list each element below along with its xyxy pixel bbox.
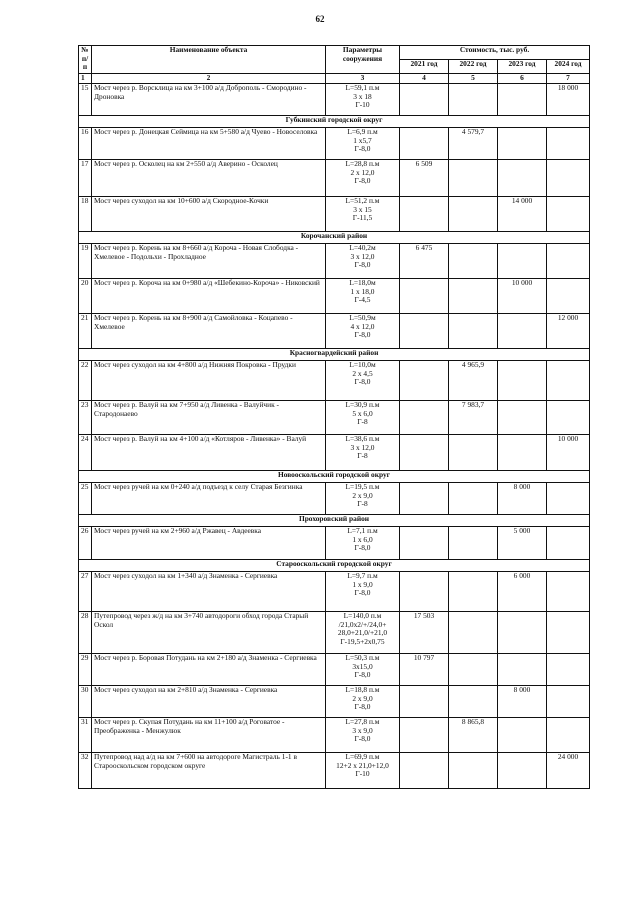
object-name: Мост через р. Скупая Потудань на км 11+100 а/д Роговатое - Преображенка - Менжулюк [92, 718, 326, 753]
cost-2022 [449, 753, 498, 789]
param-line: L=28,8 п.м [345, 159, 380, 168]
param-line: Г-8,0 [354, 734, 371, 744]
row-number: 20 [79, 279, 92, 314]
row-number: 31 [79, 718, 92, 753]
cost-2022 [449, 527, 498, 560]
param-line: 2 x 9,0 [352, 693, 373, 703]
cost-2023: 5 000 [498, 527, 547, 560]
cost-2023 [498, 612, 547, 654]
cost-2021 [400, 84, 449, 116]
cost-2021 [400, 572, 449, 612]
param-line: /21,0х2/+/24,0+ [338, 619, 387, 629]
param-line: 3x15,0 [352, 661, 373, 671]
cost-2022 [449, 612, 498, 654]
header-year-2024: 2024 год [547, 60, 590, 74]
param-line: Г-8,0 [354, 670, 371, 680]
cost-2023 [498, 718, 547, 753]
cost-2021: 10 797 [400, 654, 449, 686]
table-row [79, 128, 590, 160]
row-number: 29 [79, 654, 92, 686]
row-number: 32 [79, 753, 92, 789]
param-line: L=59,1 п.м [345, 83, 380, 92]
cost-2022: 4 965,9 [449, 361, 498, 401]
cost-2021 [400, 686, 449, 718]
column-number-row [79, 74, 590, 84]
param-line: L=10,0м [349, 360, 376, 369]
param-line: Г-8 [357, 499, 368, 509]
column-number: 1 [79, 74, 92, 84]
param-line: 1 x 9,0 [352, 579, 373, 589]
section-title: Красногвардейский район [79, 349, 590, 361]
cost-2021 [400, 435, 449, 471]
cost-2021 [400, 197, 449, 232]
param-line: L=50,9м [349, 313, 376, 322]
cost-2024 [547, 361, 590, 401]
table-row [79, 160, 590, 197]
object-name: Мост через р. Ворсклица на км 3+100 а/д Доброполь - Смородино - Дроновка [92, 84, 326, 116]
param-line: L=69,9 п.м [345, 752, 380, 761]
column-number: 4 [400, 74, 449, 84]
row-number: 16 [79, 128, 92, 160]
cost-2023 [498, 435, 547, 471]
cost-2024 [547, 128, 590, 160]
row-number: 17 [79, 160, 92, 197]
structure-params [326, 483, 400, 515]
cost-2023: 8 000 [498, 483, 547, 515]
object-name: Мост через р. Боровая Потудань на км 2+180 а/д Знаменка - Сергиевка [92, 654, 326, 686]
table-row [79, 718, 590, 753]
cost-2023 [498, 84, 547, 116]
structure-params [326, 314, 400, 349]
structure-params [326, 718, 400, 753]
section-row [79, 349, 590, 361]
param-line: Г-8,0 [354, 330, 371, 340]
section-title: Корочанский район [79, 232, 590, 244]
table-row [79, 361, 590, 401]
object-name: Мост через р. Короча на км 0+980 а/д «Шебекино-Короча» - Никовский [92, 279, 326, 314]
cost-2022 [449, 654, 498, 686]
structure-params [326, 527, 400, 560]
cost-2023 [498, 160, 547, 197]
row-number: 23 [79, 401, 92, 435]
param-line: Г-8,0 [354, 377, 371, 387]
cost-2024 [547, 654, 590, 686]
cost-2021 [400, 483, 449, 515]
cost-2024 [547, 686, 590, 718]
section-row [79, 515, 590, 527]
object-name: Мост через ручей на км 2+960 а/д Ржавец - Авдеевка [92, 527, 326, 560]
param-line: Г-8 [357, 417, 368, 427]
table-row [79, 84, 590, 116]
object-name: Мост через суходол на км 2+810 а/д Знаменка - Сергиевка [92, 686, 326, 718]
cost-2021 [400, 128, 449, 160]
param-line: L=18,8 п.м [345, 685, 380, 694]
param-line: 1 x 6,0 [352, 534, 373, 544]
column-number: 3 [326, 74, 400, 84]
param-line: 2 x 9,0 [352, 490, 373, 500]
table-row [79, 527, 590, 560]
cost-2022 [449, 686, 498, 718]
table-row [79, 244, 590, 279]
cost-2024 [547, 612, 590, 654]
table-row [79, 197, 590, 232]
cost-2022 [449, 314, 498, 349]
header-name: Наименование объекта [92, 46, 326, 74]
structure-params [326, 84, 400, 116]
cost-2024 [547, 572, 590, 612]
param-line: L=38,6 п.м [345, 434, 380, 443]
param-line: Г-8,0 [354, 543, 371, 553]
param-line: L=140,0 п.м [343, 611, 382, 620]
section-title: Прохоровский район [79, 515, 590, 527]
row-number: 19 [79, 244, 92, 279]
cost-2021: 17 503 [400, 612, 449, 654]
cost-2023: 6 000 [498, 572, 547, 612]
table-row [79, 314, 590, 349]
structure-params [326, 654, 400, 686]
row-number: 27 [79, 572, 92, 612]
object-name: Мост через р. Корень на км 8+660 а/д Короча - Новая Слободка - Хмелевое - Подольхи - Прохладное [92, 244, 326, 279]
cost-2024 [547, 244, 590, 279]
cost-2021 [400, 401, 449, 435]
param-line: 3 x 12,0 [350, 251, 375, 261]
param-line: 3 x 9,0 [352, 725, 373, 735]
param-line: Г-10 [355, 100, 370, 110]
cost-2023 [498, 654, 547, 686]
row-number: 15 [79, 84, 92, 116]
row-number: 18 [79, 197, 92, 232]
param-line: Г-10 [355, 769, 370, 779]
cost-2023 [498, 361, 547, 401]
structure-params [326, 435, 400, 471]
cost-2021: 6 509 [400, 160, 449, 197]
param-line: 28,0+21,0/+21,0 [337, 628, 388, 638]
structure-params [326, 128, 400, 160]
table-header [79, 46, 590, 84]
table-row [79, 612, 590, 654]
param-line: L=40,2м [349, 243, 376, 252]
cost-2023: 8 000 [498, 686, 547, 718]
param-line: 5 x 6,0 [352, 408, 373, 418]
param-line: L=50,3 п.м [345, 653, 380, 662]
table-body [79, 84, 590, 789]
cost-2021 [400, 753, 449, 789]
table-row [79, 753, 590, 789]
table-row [79, 483, 590, 515]
row-number: 22 [79, 361, 92, 401]
section-row [79, 471, 590, 483]
cost-2024 [547, 160, 590, 197]
param-line: Г-8,0 [354, 260, 371, 270]
object-name: Путепровод через ж/д на км 3+740 автодороги обход города Старый Оскол [92, 612, 326, 654]
table-row [79, 435, 590, 471]
object-name: Мост через суходол на км 1+340 а/д Знаменка - Сергиевка [92, 572, 326, 612]
structure-params [326, 361, 400, 401]
table-row [79, 654, 590, 686]
cost-2022: 8 865,8 [449, 718, 498, 753]
param-line: 4 x 12,0 [350, 321, 375, 331]
cost-2022: 4 579,7 [449, 128, 498, 160]
structure-params [326, 244, 400, 279]
param-line: Г-8,0 [354, 588, 371, 598]
param-line: 1 x5,7 [353, 135, 372, 145]
cost-2022 [449, 244, 498, 279]
header-year-2022: 2022 год [449, 60, 498, 74]
object-name: Мост через суходол на км 4+800 а/д Нижняя Покровка - Прудки [92, 361, 326, 401]
cost-2024 [547, 718, 590, 753]
cost-2023: 14 000 [498, 197, 547, 232]
param-line: L=18,0м [349, 278, 376, 287]
table-row [79, 572, 590, 612]
header-cost: Стоимость, тыс. руб. [400, 46, 590, 60]
cost-2024 [547, 197, 590, 232]
object-name: Мост через суходол на км 10+600 а/д Скородное-Кочки [92, 197, 326, 232]
structure-params [326, 686, 400, 718]
param-line: Г-19,5+2х0,75 [340, 636, 385, 646]
cost-2022 [449, 483, 498, 515]
structure-params [326, 197, 400, 232]
structure-params [326, 279, 400, 314]
section-row [79, 560, 590, 572]
cost-2023 [498, 753, 547, 789]
cost-2023 [498, 244, 547, 279]
cost-2023 [498, 401, 547, 435]
column-number: 2 [92, 74, 326, 84]
row-number: 26 [79, 527, 92, 560]
cost-2023: 10 000 [498, 279, 547, 314]
param-line: L=7,1 п.м [347, 526, 378, 535]
param-line: L=51,2 п.м [345, 196, 380, 205]
row-number: 25 [79, 483, 92, 515]
structure-params [326, 401, 400, 435]
cost-2023 [498, 314, 547, 349]
table-row [79, 401, 590, 435]
object-name: Мост через р. Донецкая Сеймица на км 5+580 а/д Чуево - Новоселовка [92, 128, 326, 160]
section-title: Новооскольский городской округ [79, 471, 590, 483]
param-line: Г-8 [357, 451, 368, 461]
section-title: Губкинский городской округ [79, 116, 590, 128]
param-line: L=19,5 п.м [345, 482, 380, 491]
param-line: Г-11,5 [352, 213, 373, 223]
page-number: 62 [315, 14, 325, 24]
cost-2022 [449, 197, 498, 232]
param-line: 2 x 4,5 [352, 368, 373, 378]
param-line: Г-8,0 [354, 702, 371, 712]
section-row [79, 116, 590, 128]
cost-2022 [449, 84, 498, 116]
section-row [79, 232, 590, 244]
cost-2022 [449, 160, 498, 197]
object-name: Мост через р. Валуй на км 4+100 а/д «Котляров - Ливенка» - Валуй [92, 435, 326, 471]
param-line: 1 x 18,0 [350, 286, 375, 296]
header-year-2023: 2023 год [498, 60, 547, 74]
cost-2024 [547, 401, 590, 435]
cost-2021 [400, 314, 449, 349]
structure-params [326, 160, 400, 197]
table-row [79, 279, 590, 314]
object-name: Мост через ручей на км 0+240 а/д подъезд к селу Старая Безгинка [92, 483, 326, 515]
cost-2022 [449, 279, 498, 314]
param-line: 3 x 15 [353, 204, 372, 214]
structure-params [326, 572, 400, 612]
row-number: 21 [79, 314, 92, 349]
structure-params [326, 612, 400, 654]
cost-2024: 24 000 [547, 753, 590, 789]
column-number: 7 [547, 74, 590, 84]
param-line: L=6,9 п.м [347, 127, 378, 136]
objects-table [78, 45, 590, 789]
section-title: Старооскольский городской округ [79, 560, 590, 572]
cost-2021 [400, 279, 449, 314]
cost-2021 [400, 527, 449, 560]
object-name: Мост через р. Осколец на км 2+550 а/д Аверино - Осколец [92, 160, 326, 197]
column-number: 6 [498, 74, 547, 84]
cost-2024: 12 000 [547, 314, 590, 349]
structure-params [326, 753, 400, 789]
object-name: Мост через р. Корень на км 8+900 а/д Самойловка - Коцапево - Хмелевое [92, 314, 326, 349]
param-line: Г-4,5 [354, 295, 371, 305]
header-num: № п/п [79, 46, 92, 74]
header-params: Параметры сооружения [326, 46, 400, 74]
cost-2022 [449, 435, 498, 471]
cost-2024 [547, 527, 590, 560]
cost-2024 [547, 279, 590, 314]
row-number: 24 [79, 435, 92, 471]
param-line: 3 x 18 [353, 91, 372, 101]
cost-2024 [547, 483, 590, 515]
param-line: 12+2 х 21,0+12,0 [336, 760, 389, 770]
table-row [79, 686, 590, 718]
row-number: 30 [79, 686, 92, 718]
param-line: L=9,7 п.м [347, 571, 378, 580]
param-line: Г-8,0 [354, 144, 371, 154]
cost-2021: 6 475 [400, 244, 449, 279]
cost-2024: 18 000 [547, 84, 590, 116]
cost-2024: 10 000 [547, 435, 590, 471]
object-name: Путепровод над а/д на км 7+600 на автодороге Магистраль 1-1 в Старооскольском городском округе [92, 753, 326, 789]
object-name: Мост через р. Валуй на км 7+950 а/д Ливенка - Валуйчик - Стародонаево [92, 401, 326, 435]
cost-2021 [400, 361, 449, 401]
param-line: 3 x 12,0 [350, 442, 375, 452]
header-year-2021: 2021 год [400, 60, 449, 74]
param-line: 2 x 12,0 [350, 167, 375, 177]
param-line: L=27,8 п.м [345, 717, 380, 726]
cost-2022: 7 983,7 [449, 401, 498, 435]
cost-2023 [498, 128, 547, 160]
param-line: Г-8,0 [354, 176, 371, 186]
row-number: 28 [79, 612, 92, 654]
column-number: 5 [449, 74, 498, 84]
cost-2021 [400, 718, 449, 753]
cost-2022 [449, 572, 498, 612]
param-line: L=30,9 п.м [345, 400, 380, 409]
